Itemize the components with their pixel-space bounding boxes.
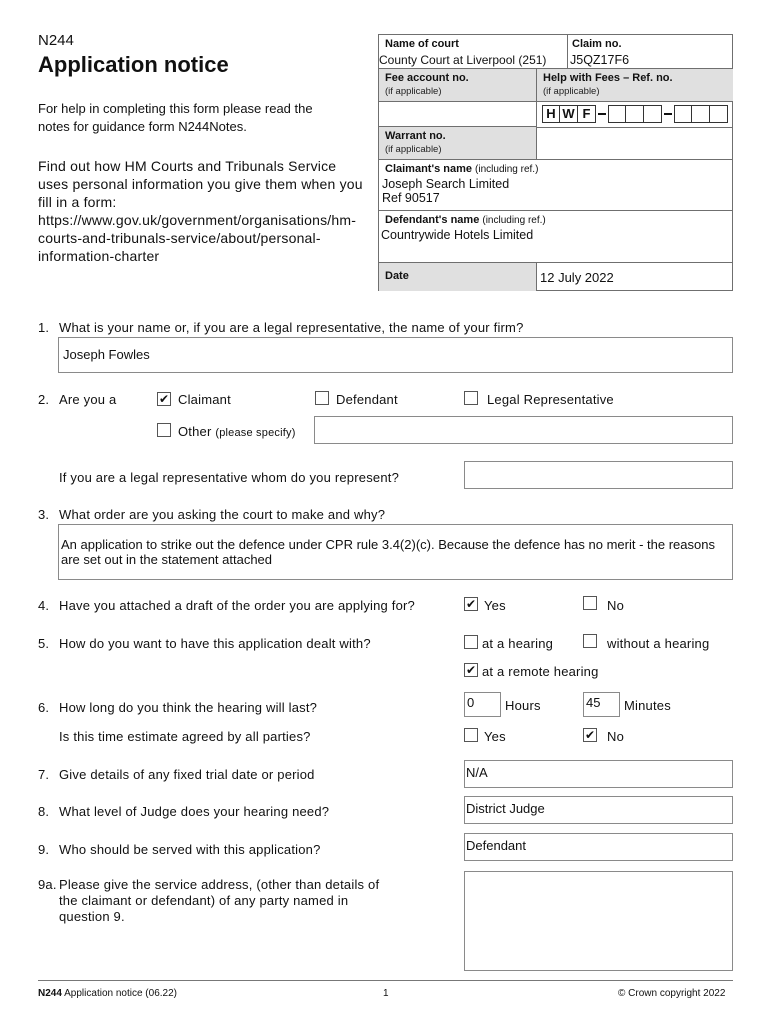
at-hearing-label: at a hearing — [482, 636, 554, 651]
hours-field[interactable]: 0 — [464, 692, 501, 717]
fee-account-hint: (if applicable) — [385, 86, 442, 97]
help-with-fees-header — [537, 69, 733, 102]
hwf-letter-w: W — [560, 105, 578, 123]
defendant-checkbox[interactable] — [315, 391, 329, 405]
footer-divider — [38, 980, 733, 981]
agreed-yes-checkbox[interactable] — [464, 728, 478, 742]
form-code: N244 — [38, 32, 74, 49]
q9-text: 9. Who should be served with this application? — [38, 842, 321, 857]
served-with-field[interactable]: Defendant — [464, 833, 733, 861]
q9a-text: 9a. Please give the service address, (other than details of the claimant or defendant) of any party named in question 9. — [38, 877, 380, 924]
claim-no-label: Claim no. — [572, 38, 622, 50]
date-header — [379, 263, 537, 291]
date-cell — [537, 263, 733, 291]
hwf-digit-box[interactable] — [608, 105, 626, 123]
warrant-hint: (if applicable) — [385, 144, 442, 155]
warrant-input[interactable] — [537, 127, 733, 160]
hours-label: Hours — [505, 698, 541, 713]
help-with-fees-hint: (if applicable) — [543, 86, 600, 97]
q4-no-label: No — [607, 598, 625, 613]
name-of-court-value[interactable]: County Court at Liverpool (251) — [379, 53, 547, 67]
claim-no-value[interactable]: J5QZ17F6 — [570, 53, 630, 67]
q6-text: 6. How long do you think the hearing will last? — [38, 700, 318, 715]
claimant-option-label: Claimant — [178, 392, 231, 407]
hwf-dash — [664, 113, 672, 115]
hwf-digit-box[interactable] — [644, 105, 662, 123]
q3-order-field[interactable]: An application to strike out the defence under CPR rule 3.4(2)(c). Because the defence has no merit - the reasons are set out in the statement attached — [58, 524, 733, 580]
q4-yes-checkbox[interactable]: ✔ — [465, 597, 477, 611]
without-hearing-checkbox[interactable] — [583, 634, 597, 648]
name-of-court-cell — [379, 35, 568, 69]
help-with-fees-label: Help with Fees – Ref. no. — [543, 72, 673, 84]
other-specify-field[interactable] — [314, 416, 733, 444]
hwf-letter-h: H — [542, 105, 560, 123]
hwf-digit-box[interactable] — [626, 105, 644, 123]
name-of-court-label: Name of court — [385, 38, 459, 50]
q1-text: 1. What is your name or, if you are a legal representative, the name of your firm? — [38, 320, 524, 335]
q4-yes-label: Yes — [484, 598, 506, 613]
warrant-header — [379, 127, 537, 160]
legal-rep-checkbox[interactable] — [464, 391, 478, 405]
remote-hearing-checkbox[interactable]: ✔ — [465, 663, 477, 677]
service-address-field[interactable] — [464, 871, 733, 971]
agreed-no-label: No — [607, 729, 625, 744]
hwf-digit-box[interactable] — [674, 105, 692, 123]
claimant-ref-value[interactable]: Ref 90517 — [382, 191, 440, 205]
q4-text: 4. Have you attached a draft of the order you are applying for? — [38, 598, 415, 613]
claim-no-cell — [568, 35, 733, 69]
hwf-reference — [542, 105, 728, 123]
fee-account-input[interactable] — [379, 102, 537, 127]
q2-text: 2. Are you a — [38, 392, 117, 407]
footer-copyright: © Crown copyright 2022 — [618, 988, 726, 999]
minutes-field[interactable]: 45 — [583, 692, 620, 717]
q4-no-checkbox[interactable] — [583, 596, 597, 610]
defendant-option-label: Defendant — [336, 392, 398, 407]
date-value[interactable]: 12 July 2022 — [540, 270, 614, 285]
rep-question-text: If you are a legal representative whom do you represent? — [59, 470, 400, 485]
hwf-digit-box[interactable] — [710, 105, 728, 123]
help-text: For help in completing this form please read the notes for guidance form N244Notes. — [38, 101, 313, 134]
page-title: Application notice — [38, 52, 229, 77]
minutes-label: Minutes — [624, 698, 671, 713]
at-hearing-checkbox[interactable] — [464, 635, 478, 649]
date-label: Date — [385, 270, 409, 282]
other-checkbox[interactable] — [157, 423, 171, 437]
fee-account-header — [379, 69, 537, 102]
represent-field[interactable] — [464, 461, 733, 489]
q3-text: 3. What order are you asking the court to make and why? — [38, 507, 386, 522]
claimant-name-label: Claimant's name (including ref.) — [385, 163, 539, 175]
defendant-name-label: Defendant's name (including ref.) — [385, 214, 546, 226]
claimant-cell — [379, 160, 733, 211]
agreed-yes-label: Yes — [484, 729, 506, 744]
hwf-letter-f: F — [578, 105, 596, 123]
judge-level-field[interactable]: District Judge — [464, 796, 733, 824]
fee-account-label: Fee account no. — [385, 72, 469, 84]
without-hearing-label: without a hearing — [607, 636, 710, 651]
q1-name-field[interactable]: Joseph Fowles — [58, 337, 733, 373]
claimant-checkbox[interactable]: ✔ — [158, 392, 170, 406]
q7-text: 7. Give details of any fixed trial date or period — [38, 767, 315, 782]
court-info-box — [378, 34, 733, 291]
privacy-text: Find out how HM Courts and Tribunals Service uses personal information you give them when you fill in a form: https://www.gov.uk/government/organisations/hm-courts-and-tribunals-service/about/personal-information-charter — [38, 158, 363, 264]
defendant-name-value[interactable]: Countrywide Hotels Limited — [381, 228, 534, 242]
hwf-dash — [598, 113, 606, 115]
agreed-question-text: Is this time estimate agreed by all parties? — [59, 729, 311, 744]
trial-date-field[interactable]: N/A — [464, 760, 733, 788]
agreed-no-checkbox[interactable]: ✔ — [584, 728, 596, 742]
warrant-label: Warrant no. — [385, 130, 446, 142]
q5-text: 5. How do you want to have this application dealt with? — [38, 636, 371, 651]
footer-page-number: 1 — [383, 988, 389, 999]
hwf-digit-box[interactable] — [692, 105, 710, 123]
claimant-name-value[interactable]: Joseph Search Limited — [382, 177, 510, 191]
defendant-cell — [379, 211, 733, 263]
legal-rep-option-label: Legal Representative — [487, 392, 614, 407]
remote-hearing-label: at a remote hearing — [482, 664, 599, 679]
footer-form-id: N244 Application notice (06.22) — [38, 988, 177, 999]
other-option-label: Other (please specify) — [178, 424, 296, 439]
q8-text: 8. What level of Judge does your hearing need? — [38, 804, 330, 819]
